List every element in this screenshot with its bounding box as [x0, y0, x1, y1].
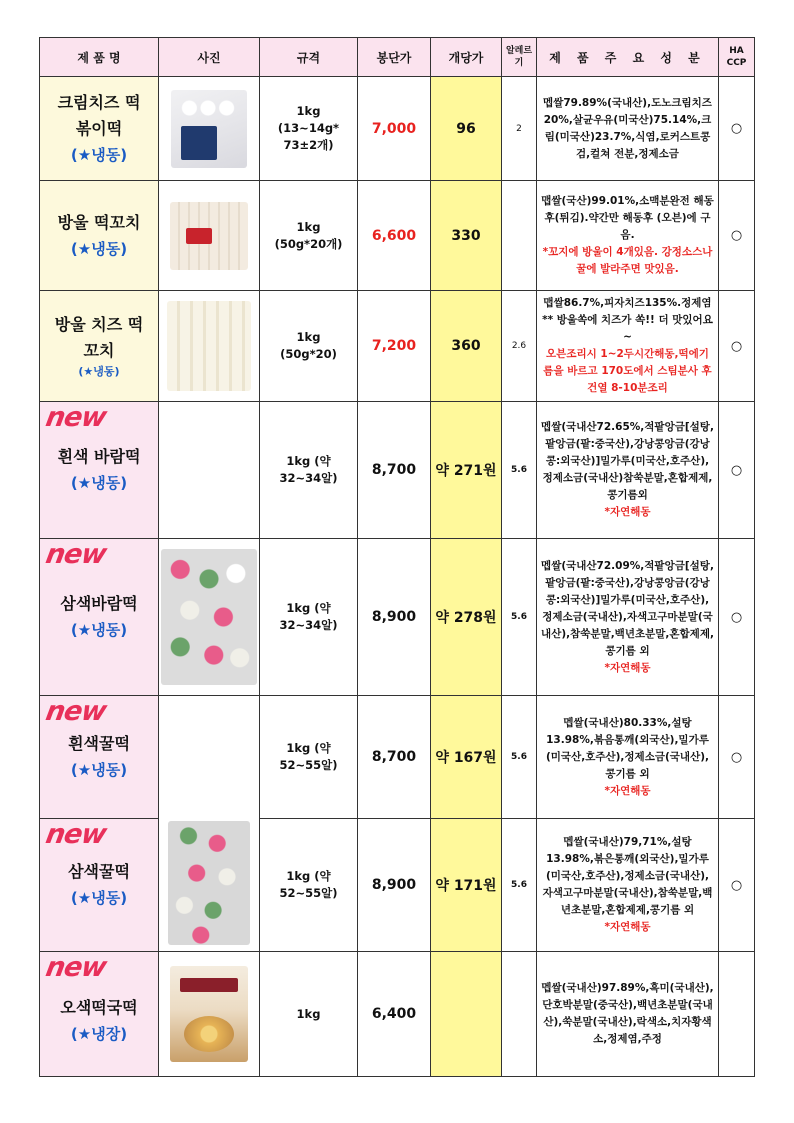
- header-ingredients: 제 품 주 요 성 분: [537, 38, 719, 77]
- new-badge: new: [43, 819, 109, 850]
- table-row: [40, 696, 755, 819]
- ingredients-text: 멥쌀(국내산72.65%,적팥앙금[설탕,팥앙금(팥:중국산),강낭콩앙금(강낭콩:외국산)]밀가루(미국산,호주산),정제소금(국내산)참쑥분말,혼합제제,콩기름외: [541, 421, 714, 501]
- new-badge: new: [43, 539, 109, 570]
- unit-price-cell: 약 171원: [431, 819, 502, 952]
- cooking-note: *자연해동: [604, 921, 651, 933]
- tricolor-honey-tteok-package-icon: [168, 821, 250, 945]
- unit-price-cell: 330: [431, 181, 502, 291]
- ingredients-cell: [537, 77, 719, 181]
- table-row: [40, 77, 755, 181]
- product-name: 삼색바람떡: [60, 594, 138, 613]
- header-allergy: 알레르기: [502, 38, 537, 77]
- allergy-cell: 2: [502, 77, 537, 181]
- ingredients-text: 멥쌀(국내산)97.89%,흑미(국내산),단호박분말(중국산),백년초분말(국내산),쑥분말(국내산),락색소,치자황색소,정제염,주정: [541, 982, 714, 1045]
- ingredients-cell: [537, 952, 719, 1077]
- header-row: [40, 38, 755, 77]
- bag-price-cell: 7,200: [358, 291, 431, 402]
- allergy-cell: [502, 181, 537, 291]
- header-haccp: HA CCP: [719, 38, 755, 77]
- bag-price-cell: 6,400: [358, 952, 431, 1077]
- ingredients-cell: [537, 402, 719, 539]
- ingredients-text: 멥쌀79.89%(국내산),도노크림치즈20%,살균우유(미국산)75.14%,크림(미국산)23.7%,식염,로커스트콩검,컬쳐 전분,정제소금: [543, 96, 712, 160]
- photo-cell: [159, 539, 260, 696]
- product-name-cell: [40, 819, 159, 952]
- table-row: [40, 539, 755, 696]
- bag-price-cell: 8,900: [358, 819, 431, 952]
- haccp-cell: ○: [719, 291, 755, 402]
- haccp-cell: [719, 952, 755, 1077]
- new-badge: new: [43, 696, 109, 727]
- product-name-cell: [40, 952, 159, 1077]
- product-name: 오색떡국떡: [60, 998, 138, 1017]
- new-badge: new: [43, 952, 109, 983]
- table-row: [40, 952, 755, 1077]
- photo-cell: [159, 181, 260, 291]
- ingredients-cell: [537, 181, 719, 291]
- spec-cell: 1kg (약52~55알): [260, 819, 358, 952]
- storage-label: (★냉동): [78, 365, 120, 378]
- ingredients-cell: [537, 696, 719, 819]
- table-row: [40, 291, 755, 402]
- photo-cell: [159, 952, 260, 1077]
- product-name-cell: [40, 291, 159, 402]
- cooking-note: *자연해동: [604, 661, 651, 674]
- storage-label: (★냉동): [70, 621, 128, 639]
- bag-price-cell: 8,900: [358, 539, 431, 696]
- product-name-cell: [40, 181, 159, 291]
- table-row: [40, 402, 755, 539]
- product-name: 흰색꿀떡: [68, 734, 130, 753]
- bag-price-cell: 8,700: [358, 696, 431, 819]
- header-name: 제 품 명: [40, 38, 159, 77]
- ingredients-text: 멥쌀(국내산)80.33%,설탕13.98%,볶음통깨(외국산),밀가루(미국산,호주산),정제소금(국내산),콩기름 외: [545, 716, 710, 780]
- product-name: 방울 떡꼬치: [57, 212, 141, 232]
- photo-cell: [159, 402, 260, 539]
- unit-price-cell: 약 167원: [431, 696, 502, 819]
- cheese-tteok-skewer-icon: [167, 301, 251, 391]
- spec-cell: 1kg (약 32~34알): [260, 539, 358, 696]
- unit-price-cell: [431, 952, 502, 1077]
- photo-cell: [159, 77, 260, 181]
- new-badge: new: [43, 402, 109, 433]
- allergy-cell: 5.6: [502, 539, 537, 696]
- header-photo: 사진: [159, 38, 260, 77]
- storage-label: (★냉동): [70, 889, 128, 907]
- allergy-cell: 5.6: [502, 402, 537, 539]
- haccp-cell: ○: [719, 819, 755, 952]
- product-name-cell: [40, 539, 159, 696]
- haccp-cell: ○: [719, 77, 755, 181]
- product-price-table: [39, 37, 755, 1077]
- product-name: 삼색꿀떡: [68, 862, 130, 881]
- haccp-cell: ○: [719, 539, 755, 696]
- spec-cell: 1kg (약52~55알): [260, 696, 358, 819]
- bag-price-cell: 6,600: [358, 181, 431, 291]
- storage-label: (★냉동): [70, 761, 128, 779]
- allergy-cell: 2.6: [502, 291, 537, 402]
- product-name: 방울 치즈 떡꼬치: [54, 315, 144, 360]
- allergy-cell: [502, 952, 537, 1077]
- header-bag-price: 봉단가: [358, 38, 431, 77]
- product-name: 흰색 바람떡: [57, 447, 141, 466]
- ingredients-text: 맵쌀86.7%,피자치즈135%.정제염 ** 방울쏙에 치즈가 쏙!! 더 맛있어요~: [542, 297, 713, 343]
- storage-label: (★냉동): [70, 474, 128, 492]
- cooking-note: 오븐조리시 1~2두시간해동,떡에기름을 바르고 170도에서 스팀분사 후 건열 8-10분조리: [543, 348, 712, 394]
- bag-price-cell: 7,000: [358, 77, 431, 181]
- ingredients-text: 멥쌀(국내산72.09%,적팥앙금[설탕,팥앙금(팥:중국산),강낭콩앙금(강낭콩:외국산)]밀가루(미국산,호주산),정제소금(국내산),자색고구마분말(국내산),참쑥분말,백년초분말,혼합제제,콩기름 외: [541, 559, 714, 657]
- ingredients-cell: [537, 291, 719, 402]
- spec-cell: 1kg: [260, 952, 358, 1077]
- spec-cell: 1kg (50g*20개): [260, 181, 358, 291]
- photo-cell: [159, 696, 260, 952]
- bag-price-cell: 8,700: [358, 402, 431, 539]
- spec-cell: 1kg (50g*20): [260, 291, 358, 402]
- haccp-cell: ○: [719, 696, 755, 819]
- spec-cell: 1kg (약 32~34알): [260, 402, 358, 539]
- header-spec: 규격: [260, 38, 358, 77]
- cooking-note: *자연해동: [604, 506, 651, 518]
- allergy-cell: 5.6: [502, 696, 537, 819]
- photo-cell: [159, 291, 260, 402]
- ingredients-cell: [537, 539, 719, 696]
- header-unit-price: 개당가: [431, 38, 502, 77]
- haccp-cell: ○: [719, 181, 755, 291]
- storage-label: (★냉동): [70, 239, 128, 258]
- haccp-cell: ○: [719, 402, 755, 539]
- product-name-cell: [40, 696, 159, 819]
- ingredients-text: 맵쌀(국산)99.01%,소맥분완전 해동후(튀김).약간만 해동후 (오븐)에 구음.: [541, 195, 714, 241]
- cooking-note: *꼬지에 방울이 4개있음. 강정소스나 꿀에 발라주면 맛있음.: [542, 246, 713, 275]
- table-row: [40, 181, 755, 291]
- storage-label: (★냉장): [70, 1025, 128, 1043]
- allergy-cell: 5.6: [502, 819, 537, 952]
- unit-price-cell: 96: [431, 77, 502, 181]
- unit-price-cell: 약 271원: [431, 402, 502, 539]
- cream-cheese-tteok-package-icon: [171, 90, 247, 168]
- five-color-tteokguk-package-icon: [170, 966, 248, 1062]
- storage-label: (★냉동): [70, 145, 128, 164]
- ingredients-text: 멥쌀(국내산)79,71%,설탕13.98%,볶은통깨(외국산),밀가루(미국산,호주산),정제소금(국내산),자색고구마분말(국내산),참쑥분말,백년초분말,혼합제제,콩기름 외: [542, 836, 713, 916]
- spec-cell: 1kg (13~14g* 73±2개): [260, 77, 358, 181]
- unit-price-cell: 약 278원: [431, 539, 502, 696]
- rice-cake-skewer-package-icon: [170, 202, 248, 270]
- ingredients-cell: [537, 819, 719, 952]
- tricolor-baramtteok-package-icon: [161, 549, 257, 685]
- table-row: [40, 819, 755, 952]
- product-name-cell: [40, 402, 159, 539]
- product-name: 크림치즈 떡볶이떡: [57, 92, 141, 138]
- cooking-note: *자연해동: [604, 784, 651, 797]
- product-name-cell: [40, 77, 159, 181]
- unit-price-cell: 360: [431, 291, 502, 402]
